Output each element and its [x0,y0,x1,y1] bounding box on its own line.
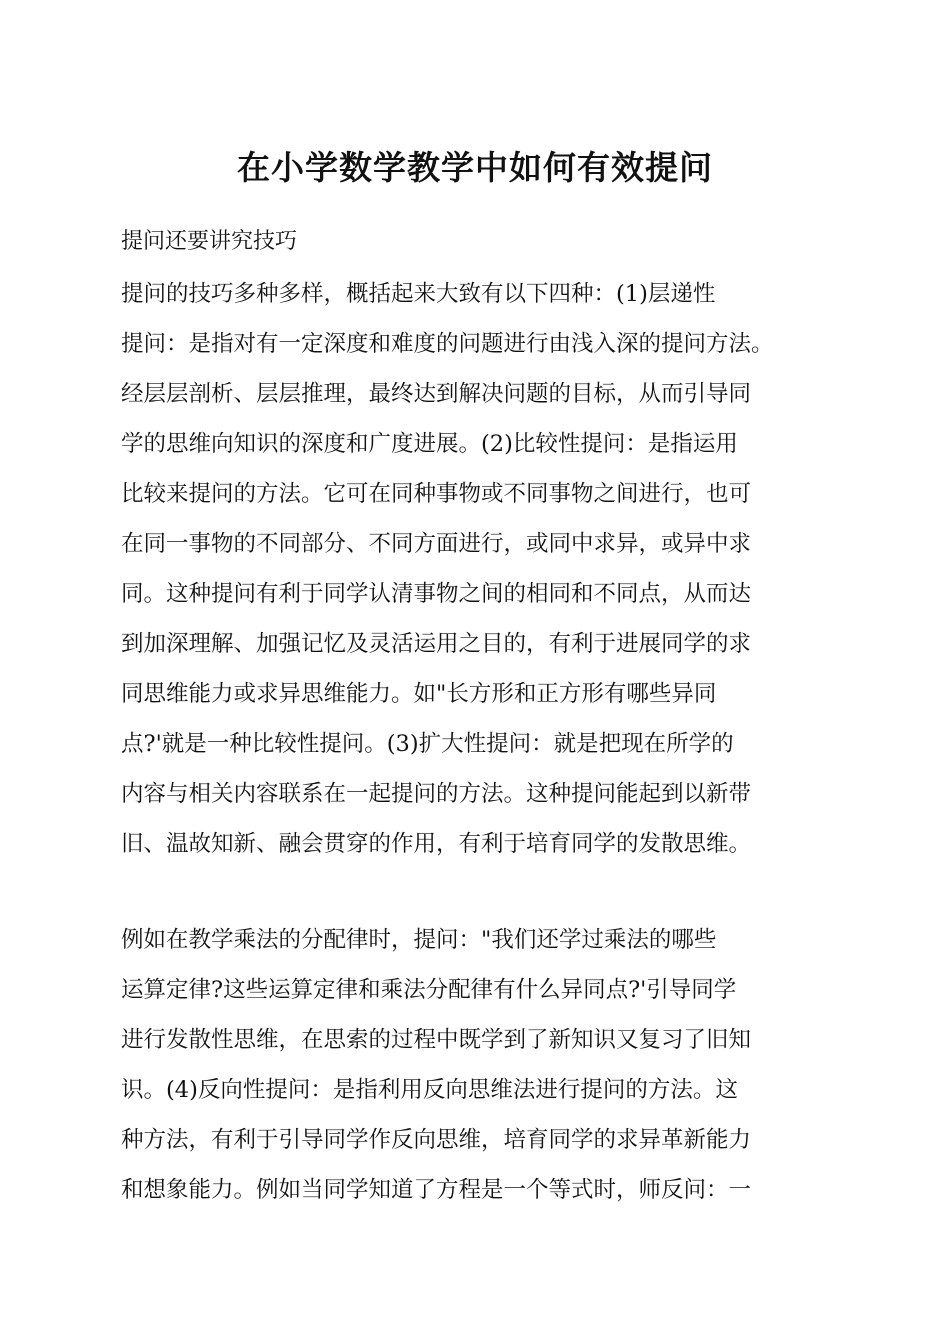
paragraph-line: 提问的技巧多种多样，概括起来大致有以下四种：(1)层递性 [121,281,716,307]
paragraph-line: 识。(4)反向性提问：是指利用反向思维法进行提问的方法。这 [121,1077,738,1103]
paragraph-line: 种方法，有利于引导同学作反向思维，培育同学的求异革新能力 [121,1127,752,1153]
paragraph-line: 在同一事物的不同部分、不同方面进行，或同中求异，或异中求 [121,531,752,557]
paragraph-line: 例如在教学乘法的分配律时，提问："我们还学过乘法的哪些 [121,927,717,953]
paragraph-line: 同思维能力或求异思维能力。如"长方形和正方形有哪些异同 [121,681,717,707]
section-subheading: 提问还要讲究技巧 [121,229,298,254]
paragraph-line: 运算定律?这些运算定律和乘法分配律有什么异同点?'引导同学 [121,977,737,1003]
paragraph-line: 学的思维向知识的深度和广度进展。(2)比较性提问：是指运用 [121,431,738,457]
paragraph-line: 点?'就是一种比较性提问。(3)扩大性提问：就是把现在所学的 [121,731,734,757]
paragraph-line: 提问：是指对有一定深度和难度的问题进行由浅入深的提问方法。 [121,331,774,357]
paragraph-line: 内容与相关内容联系在一起提问的方法。这种提问能起到以新带 [121,781,752,807]
paragraph-line: 经层层剖析、层层推理，最终达到解决问题的目标，从而引导同 [121,381,752,407]
paragraph-2 [121,915,841,1215]
paragraph-line: 进行发散性思维，在思索的过程中既学到了新知识又复习了旧知 [121,1027,752,1053]
paragraph-line: 旧、温故知新、融会贯穿的作用，有利于培育同学的发散思维。 [121,831,752,857]
paragraph-1 [121,269,841,869]
document-title: 在小学数学教学中如何有效提问 [237,148,713,187]
paragraph-line: 到加深理解、加强记忆及灵活运用之目的，有利于进展同学的求 [121,631,752,657]
paragraph-line: 同。这种提问有利于同学认清事物之间的相同和不同点，从而达 [121,581,752,607]
paragraph-line: 和想象能力。例如当同学知道了方程是一个等式时，师反问：一 [121,1177,752,1203]
paragraph-line: 比较来提问的方法。它可在同种事物或不同事物之间进行，也可 [121,481,752,507]
